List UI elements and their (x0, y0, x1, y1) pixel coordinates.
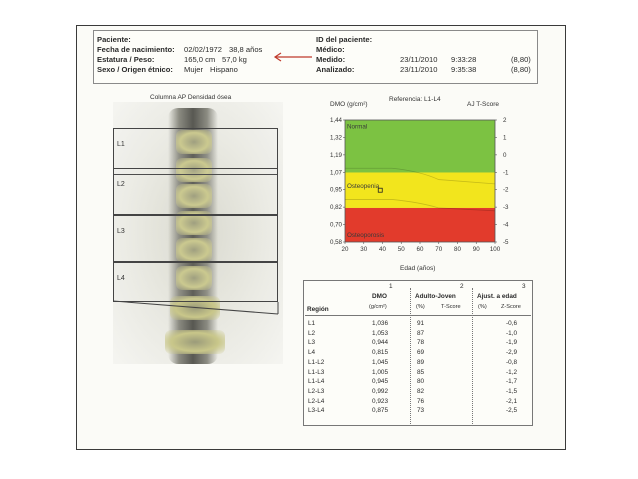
cell-bmd: 0,923 (372, 397, 388, 405)
height-value: 165,0 cm (184, 55, 216, 64)
cell-bmd: 1,005 (372, 368, 388, 376)
cell-region: L4 (308, 349, 316, 357)
zone-osteopenia (345, 172, 495, 207)
cell-zscore: -0,6 (506, 320, 518, 327)
cell-region: L2-L3 (308, 387, 325, 395)
header-bmd: DMO (372, 293, 387, 300)
arrow-icon (272, 51, 314, 63)
roi-label: L1 (117, 141, 125, 148)
col-number-3: 3 (522, 283, 526, 290)
cell-pct: 82 (417, 387, 425, 395)
chart-xlabel: Edad (años) (400, 265, 436, 272)
x-tick-label: 30 (360, 246, 368, 253)
x-tick-label: 80 (454, 246, 461, 253)
patient-id-label: ID del paciente: (316, 35, 373, 44)
header-pct2: (%) (478, 304, 487, 310)
header-young-adult: Adulto-Joven (415, 293, 456, 300)
x-tick-label: 100 (489, 246, 501, 253)
roi-label: L2 (117, 181, 125, 188)
cell-region: L3 (308, 339, 316, 347)
table-row (303, 359, 533, 369)
table-row (303, 378, 533, 388)
cell-zscore: -1,9 (506, 339, 518, 347)
cell-bmd: 0,815 (372, 349, 388, 357)
t-tick-label: -5 (503, 239, 509, 246)
cell-pct: 76 (417, 397, 425, 405)
x-tick-label: 70 (435, 246, 443, 253)
measured-date: 23/11/2010 (400, 55, 438, 64)
cell-region: L1 (308, 320, 316, 327)
x-tick-label: 60 (416, 246, 424, 253)
table-row (303, 320, 533, 330)
cell-pct: 69 (417, 349, 425, 357)
weight-value: 57,0 kg (222, 55, 247, 64)
table-row (303, 369, 533, 379)
measured-time: 9:33:28 (451, 55, 477, 64)
measured-label: Medido: (316, 55, 346, 64)
t-tick-label: -4 (503, 221, 509, 229)
cell-region: L1-L2 (308, 358, 325, 366)
roi-l3 (113, 215, 278, 262)
zone-normal (345, 120, 495, 172)
cell-region: L1-L4 (308, 378, 325, 386)
t-tick-label: -1 (503, 169, 509, 177)
cell-pct: 89 (417, 358, 425, 366)
cell-zscore: -2,9 (506, 349, 518, 357)
roi-label: L3 (117, 228, 125, 235)
roi-label: L4 (117, 275, 125, 282)
t-tick-label: 0 (503, 151, 507, 159)
height-weight-label: Estatura / Peso: (97, 55, 155, 64)
y-tick-label: 1,07 (329, 169, 342, 177)
chart-ylabel: DMO (g/cm²) (330, 101, 368, 108)
cell-zscore: -2,5 (506, 407, 518, 415)
cell-bmd: 1,036 (372, 320, 388, 327)
cell-pct: 73 (417, 407, 425, 415)
cell-zscore: -0,8 (506, 358, 518, 366)
scan-title: Columna AP Densidad ósea (150, 94, 232, 101)
patient-label: Paciente: (97, 35, 131, 44)
y-tick-label: 0,70 (329, 221, 342, 229)
cell-region: L1-L3 (308, 368, 325, 376)
sex-value: Mujer (184, 65, 203, 74)
cell-region: L2-L4 (308, 397, 325, 405)
t-tick-label: -2 (503, 186, 509, 194)
analyzed-date: 23/11/2010 (400, 65, 438, 74)
table-row (303, 330, 533, 340)
t-tick-label: -3 (503, 204, 509, 212)
cell-pct: 78 (417, 339, 425, 347)
y-tick-label: 1,19 (329, 151, 342, 159)
cell-region: L3-L4 (308, 407, 325, 415)
cell-pct: 85 (417, 368, 425, 376)
cell-region: L2 (308, 329, 316, 337)
header-region: Región (307, 306, 329, 313)
cell-bmd: 1,045 (372, 358, 388, 366)
cell-bmd: 0,875 (372, 407, 388, 415)
zone-label: Osteoporosis (347, 232, 385, 240)
table-row (303, 388, 533, 398)
col-number-1: 1 (389, 283, 393, 290)
ethnic-value: Hispano (210, 65, 238, 74)
bmd-chart (300, 108, 540, 266)
dob-label: Fecha de nacimiento: (97, 45, 175, 54)
y-tick-label: 0,82 (329, 204, 342, 212)
cell-pct: 80 (417, 378, 425, 386)
t-tick-label: 2 (503, 117, 507, 124)
cell-bmd: 1,053 (372, 329, 388, 337)
roi-l2 (113, 168, 278, 215)
sex-ethnic-label: Sexo / Origen étnico: (97, 65, 173, 74)
y-tick-label: 1,44 (329, 117, 342, 124)
y-tick-label: 0,58 (329, 239, 342, 246)
y-tick-label: 0,95 (329, 186, 342, 194)
doctor-label: Médico: (316, 45, 345, 54)
age-value: 38,8 años (229, 45, 263, 54)
zone-label: Normal (347, 123, 368, 131)
cell-zscore: -1,2 (506, 368, 518, 376)
cell-bmd: 0,944 (372, 339, 388, 347)
analyzed-version: (8,80) (511, 65, 531, 74)
x-tick-label: 50 (397, 246, 405, 253)
zone-label: Osteopenia (347, 183, 380, 191)
chart-title: Referencia: L1-L4 (389, 96, 441, 103)
table-row (303, 349, 533, 359)
table-row (303, 407, 533, 417)
header-divider (305, 315, 531, 316)
header-tscore: T-Score (441, 304, 461, 310)
cell-pct: 91 (417, 320, 425, 327)
chart-right-label: AJ T-Score (467, 101, 500, 108)
pelvis (165, 330, 225, 354)
x-tick-label: 90 (472, 246, 480, 253)
col-number-2: 2 (460, 283, 464, 290)
header-pct: (%) (416, 304, 425, 310)
cell-zscore: -1,0 (506, 329, 518, 337)
table-row (303, 339, 533, 349)
x-tick-label: 40 (379, 246, 386, 253)
cell-zscore: -2,1 (506, 397, 518, 405)
header-zscore: Z-Score (501, 304, 521, 310)
analyzed-time: 9:35:38 (451, 65, 477, 74)
y-tick-label: 1,32 (329, 134, 342, 142)
x-tick-label: 20 (341, 246, 349, 253)
header-age-matched: Ajust. a edad (477, 293, 517, 300)
cell-zscore: -1,5 (506, 387, 518, 395)
measured-version: (8,80) (511, 55, 531, 64)
cell-zscore: -1,7 (506, 378, 518, 386)
cell-bmd: 0,992 (372, 387, 388, 395)
roi-base-line (113, 300, 283, 316)
table-row (303, 398, 533, 408)
header-bmd-unit: (g/cm²) (369, 304, 387, 310)
roi-l4 (113, 262, 278, 302)
dob-value: 02/02/1972 (184, 45, 223, 54)
cell-bmd: 0,945 (372, 378, 388, 386)
cell-pct: 87 (417, 329, 425, 337)
t-tick-label: 1 (503, 134, 507, 142)
analyzed-label: Analizado: (316, 65, 355, 74)
